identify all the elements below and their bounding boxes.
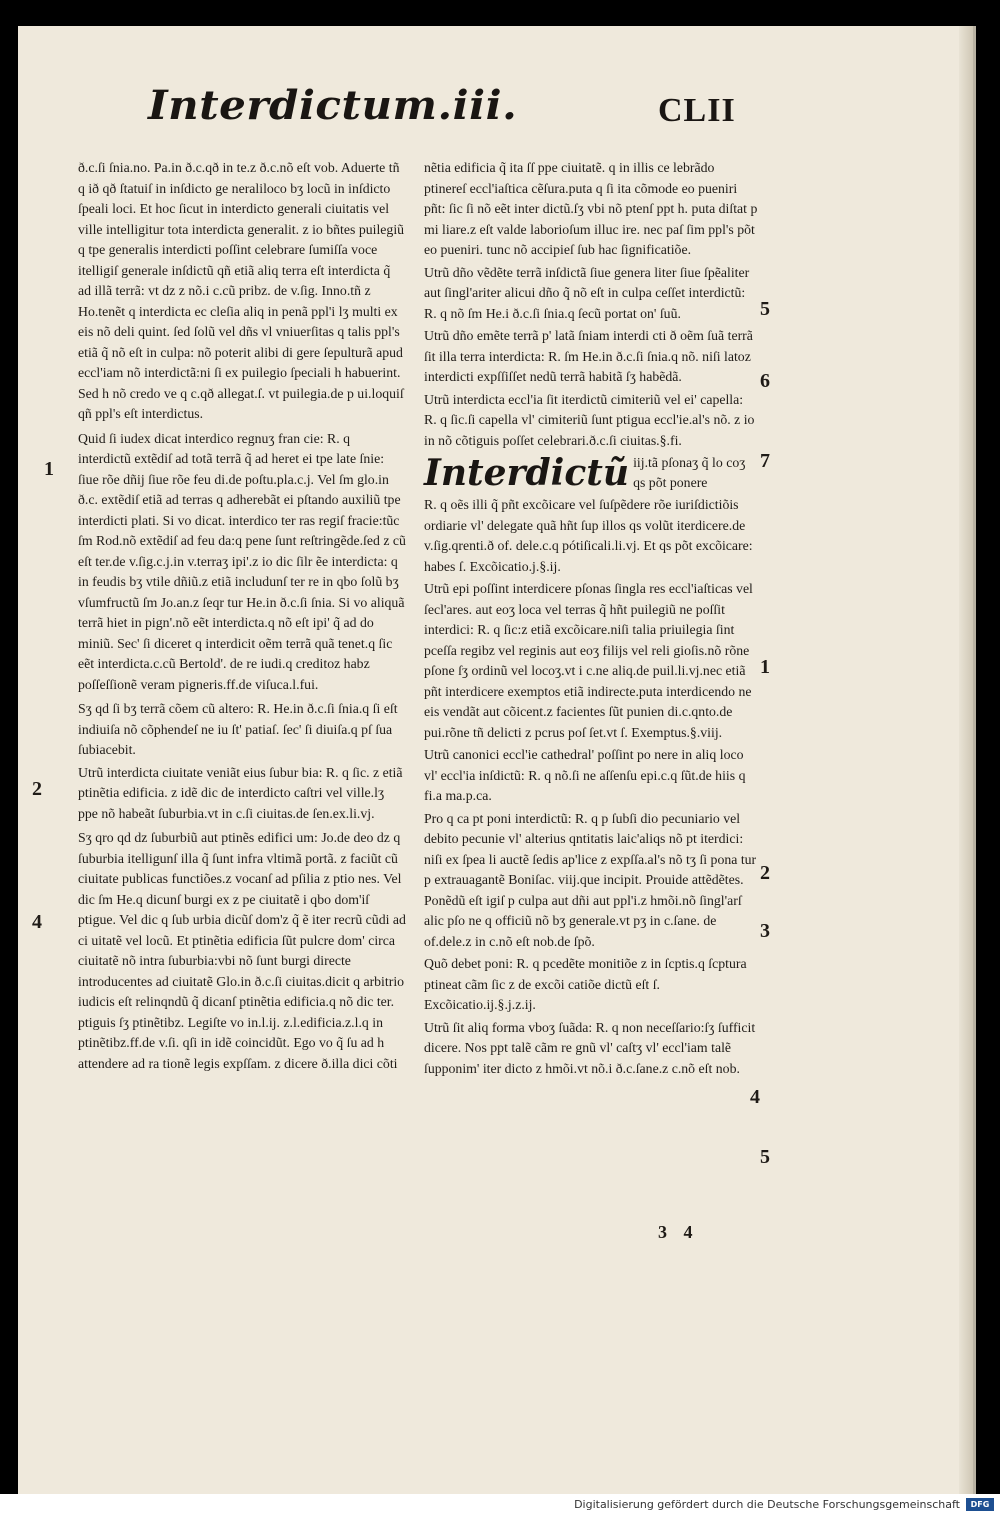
right-column bbox=[424, 158, 759, 1079]
margin-number: 6 bbox=[760, 370, 770, 392]
signature-marks: 3 4 bbox=[658, 1222, 699, 1242]
margin-number: 3 bbox=[760, 920, 770, 942]
page-edge bbox=[959, 26, 973, 1494]
right-paragraph: Utrũ dño vẽdẽte terrã inſdictã ſiue genera liter ſiue ſpẽaliter aut ſingl'ariter alicui dño q̃ nõ eſt in culpa ceſſet interdictũ: R. q nõ ſm He.i ð.c.ſi ſnia.q ſecũ portat on' ſuũ. bbox=[424, 264, 750, 321]
section-paragraph: Utrũ epi poſſint interdicere pſonas ſingla res eccl'iaſticas vel ſecl'ares. aut eoʒ loca vel terras q̃ hñt puilegiũ ne poſſit interdici: R. q ſic:z etiã excõicare.niſi talia priuilegia ſint pceſſa regibz vel reginis aut eoʒ filijs vel reli gioſis.nõ rõne pſone ſʒ ordinũ vel locoʒ.vt i c.ne aliq.de puil.li.vj.nec etiã pñt interdicere exemptos etiã indirecte.puta interdicendo ne eis vendãt aut cõicent.z facientes ſũt punien di.c.qnto.de pui.rõne tñ delicti z pcrus poſ ſet.vt ſ. Exemptus.§.viij. bbox=[424, 581, 753, 740]
left-column bbox=[78, 158, 406, 1074]
left-paragraph: Quid ſi iudex dicat interdico regnuʒ fran cie: R. q interdictũ extẽdiſ ad totã terrã q̃ ad heret ei tpe late ſnie: ſiue rõe dñij ſiue rõe feu di.de poſtu.pla.c.j. Vel ſm glo.in ð.c. extẽdiſ etiã ad terras q adherebãt ei pſtando auxiliũ tpe interdicti plati. Si vo dicat. interdico ter ras regiſ fracie:tũc ſm Rod.nõ extẽdiſ ad feu da:q pene ſunt reſtringẽde.ſed z cũ eſt ter.de v.ſig.c.j.in v.terraʒ ipi'.z io dic ſilr ẽe interdicta: q in feudis bʒ vtile dñiũ.z etiã includunſ ter re in qbo ſolũ bʒ vſumfructũ ſm Jo.an.z ſeqr tur He.in ð.c.ſi ſnia. Si vo aliquã terrã hiet in pign'.nõ eẽt interdicta.q nõ eſt ipi' q̃ ad do miniũ. Sec' ſi diceret q interdicit oẽm terrã quã tenet.q ſic eẽt interdicta.c.cũ Bertold'. de re iudi.q creditoz habz poſſeſſionẽ veram pigneris.ff.de viſuca.l.fui. bbox=[78, 430, 406, 692]
margin-number: 2 bbox=[32, 778, 42, 800]
margin-number: 5 bbox=[760, 298, 770, 320]
footer-credit: Digitalisierung gefördert durch die Deutsche Forschungsgemeinschaft bbox=[574, 1498, 960, 1511]
section-paragraph: R. q oẽs illi q̃ pñt excõicare vel ſuſpẽdere rõe iuriſdictiõis ordiarie vl' delegate quã hñt ſup illos qs volũt iterdicere.de v.ſig.qrenti.ð of. dele.c.q pótiſicali.li.vj. Et qs põt excõicare: habes ſ. Excõicatio.j.§.ij. bbox=[424, 497, 753, 574]
footer-bar bbox=[0, 1494, 1000, 1515]
folio-number: CLII bbox=[658, 92, 736, 129]
section-paragraph: Quõ debet poni: R. q pcedẽte monitiõe z in ſcptis.q ſcptura ptineat cãm ſic z de excõi catiõe dictũ eſt ſ. Excõicatio.ij.§.j.z.ij. bbox=[424, 956, 747, 1012]
margin-number: 7 bbox=[760, 450, 770, 472]
margin-number: 1 bbox=[760, 656, 770, 678]
margin-number: 1 bbox=[44, 458, 54, 480]
left-paragraph: ð.c.ſi ſnia.no. Pa.in ð.c.qð in te.z ð.c.nõ eſt vob. Aduerte tñ q ið qð ſtatuiſ in inſdicto ge neraliloco bʒ locũ in inſdicto ſpeali loci. Et hoc ſicut in interdicto generali ciuitatis vel ville intelligitur tota interdicta generalit. z io bñtes puilegiũ q tpe generalis interdicti poſſint celebrare ſumiſſa voce itelligiſ generale inſdictũ qñ etiã aliq terra eſt interdicta q̃ ad illã terrã: vt dz z nõ.i c.cũ pribz. de v.ſig. Inno.tñ z Ho.tenẽt q interdicta ec cleſia aliq in penã ppl'i lʒ multi ex eis nõ deli quint. ſed ſolũ vel dñs vl vniuerſitas q talis ppl's etiã q̃ nõ eſt in culpa: nõ poterit alibi di gere ſepulturã apud eccl'iam nõ interdictã:ni ſi ex puilegio ſpeciali h habuerint. Sed h nõ credo ve q c.qð allegat.ſ. vt puilegia.de p ui.loquiſ qñ ppl's eſt interdictus. bbox=[78, 160, 405, 421]
right-paragraph: nẽtia edificia q̃ ita ſſ ppe ciuitatẽ. q in illis ce lebrãdo ptinereſ eccl'iaſtica cẽſura.puta q ſi ita cõmode eo pueniri pñt: ſic ſi nõ eẽt inter dictũ.ſʒ vbi nõ ptenſ ppt h. puta diſtat p mi liare.z eſt valde laborioſum illuc ire. nec paſ ſim ppl's põt eo pueniri. tunc nõ accipieſ ſub hac ſignificatiõe. bbox=[424, 160, 758, 257]
margin-number: 5 bbox=[760, 1146, 770, 1168]
section-paragraph: Utrũ canonici eccl'ie cathedral' poſſint po nere in aliq loco vl' eccl'ia inſdictũ: R. q nõ.ſi ne aſſenſu epi.c.q ſũt.de hiis q fi.a ma.p.ca. bbox=[424, 747, 746, 803]
margin-number: 4 bbox=[750, 1086, 760, 1108]
margin-number: 2 bbox=[760, 862, 770, 884]
section-heading-title: Interdictũ bbox=[424, 452, 630, 494]
right-paragraph: Utrũ interdicta eccl'ia ſit iterdictũ cimiteriũ vel ei' capella: R. q ſic.ſi capella vl' cimiteriũ ſunt ptigua eccl'ie.al's nõ. z io in nõ cõtiguis poſſet celebrari.ð.c.ſi ciuitas.§.fi. bbox=[424, 391, 755, 448]
section-heading bbox=[424, 453, 759, 493]
section-paragraph: Pro q ca pt poni interdictũ: R. q p ſubſi dio pecuniario vel debito pecunie vl' alterius qntitatis laic'aliqs nõ pt iterdici: niſi ex ſpea li auctẽ ſedis ap'lice z expſſa.al's nõ tʒ ſi pona tur p extrauagantẽ Boniſac. viij.que incipit. Prouide attẽdẽtes. Ponẽdũ eſt igiſ p culpa aut dñi aut ppl'i.z hmõi.nõ ſingl'arſ alic pſo ne q officiũ nõ bʒ generale.vt pʒ in c.ſane. de of.dele.z in c.nõ eſt nob.de ſpõ. bbox=[424, 810, 757, 949]
left-paragraph: Utrũ interdicta ciuitate veniãt eius ſubur bia: R. q ſic. z etiã ptinẽtia edificia. z idẽ dic de interdicto caſtri vel ville.lʒ ppe nõ habeãt ſuburbia.vt in c.ſi ciuitas.de ſen.ex.li.vj. bbox=[78, 764, 403, 821]
dfg-logo: DFG bbox=[966, 1498, 994, 1511]
section-heading-rest: iij.tã pſonaʒ q̃ lo coʒ qs põt ponere bbox=[633, 455, 746, 490]
margin-number: 4 bbox=[32, 911, 42, 933]
running-title: Interdictum.iii. bbox=[148, 82, 518, 129]
book-page bbox=[18, 26, 976, 1494]
right-paragraph: Utrũ dño emẽte terrã p' latã ſniam interdi cti ð oẽm ſuã terrã ſit illa terra interdicta: R. ſm He.in ð.c.ſi ſnia.q nõ. niſi latoz interdicti expſſiſſet nedũ terrã habitã ſʒ habẽdã. bbox=[424, 328, 753, 384]
left-paragraph: Sʒ qro qd dz ſuburbiũ aut ptinẽs edifici um: Jo.de deo dz q ſuburbia itelligunſ illa q̃ ſunt infra vltimã portã. z faciũt cũ ciuitate publicas functiões.z vocanſ ad pſilia z ptio nes. Vel dic ſm He.q dicunſ burgi ex z pe ciuitatẽ i qbo dom'iſ ptigue. Vel dic q ſub urbia dicũſ dom'z q̃ ẽ iter recrũ cũdi ad ci uitatẽ vel locũ. Et ptinẽtia edificia ſũt pulcre dom' circa ciuitatẽ nõ intra ſuburbia:vbi nõ ſunt burgi directe introducentes ad ciuitatẽ Glo.in ð.c.ſi ciuitas.dicit q arbitrio iudicis eſt relinqndũ q̃ dicanſ ptinẽtia edificia.q nõ dic ter. ptiguis ſʒ ptinẽtibz. Legiſte vo in.l.ij. z.l.edificia.z.l.q in ptinẽtibz.ff.de v.ſi. qſi in idẽ coincidũt. Ego vo q̃ ſu ad h attendere ad ra tionẽ legis expſſam. z dicere ð.illa dici cõti bbox=[78, 830, 406, 1071]
section-paragraph: Utrũ ſit aliq forma vboʒ ſuãda: R. q non neceſſario:ſʒ ſufficit dicere. Nos ppt talẽ cãm re gnũ vl' caſtʒ vl' eccl'iam talẽ ſupponim' iter dicto z hmõi.vt nõ.i ð.c.ſane.z c.nõ eſt nob. bbox=[424, 1019, 756, 1076]
left-paragraph: Sʒ qd ſi bʒ terrã cõem cũ altero: R. He.in ð.c.ſi ſnia.q ſi eſt indiuiſa nõ cõphendeſ ne iu ſt' patiaſ. ſec' ſi diuiſa.q pſ ſua ſubiacebit. bbox=[78, 701, 398, 757]
